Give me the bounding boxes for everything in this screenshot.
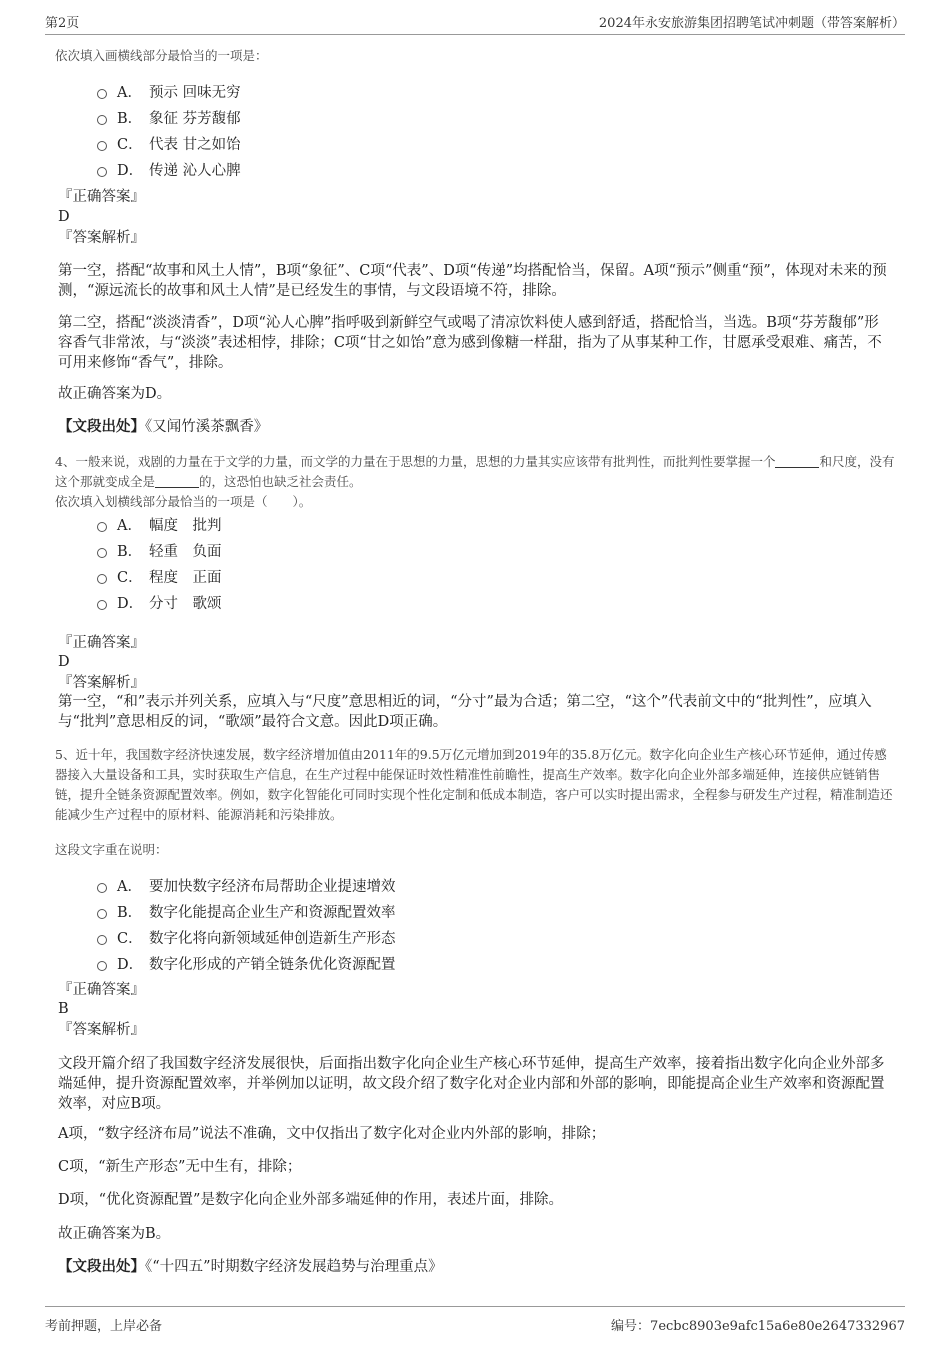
q5-analysis-p4: D项，“优化资源配置”是数字化向企业外部多端延伸的作用，表述片面，排除。 (58, 1192, 563, 1208)
q5-analysis-p2: A项，“数字经济布局”说法不准确，文中仅指出了数字化对企业内外部的影响，排除； (58, 1126, 606, 1142)
q4-option-a[interactable]: A． 幅度 批判 (97, 514, 222, 535)
q3-analysis-p1: 第一空，搭配“故事和风土人情”，B项“象征”、C项“代表”、D项“传递”均搭配恰当，保留。A项“预示”侧重“预”，体现对未来的预测，“源远流长的故事和风土人情”是已经发生的事情，与文段语境不符，排除。 (58, 263, 887, 299)
radio-icon[interactable] (97, 600, 107, 610)
q4-option-d[interactable]: D． 分寸 歌颂 (97, 592, 222, 613)
radio-icon[interactable] (97, 167, 107, 177)
q5-prompt: 这段文字重在说明： (55, 842, 168, 857)
q5-option-b[interactable]: B． 数字化能提高企业生产和资源配置效率 (97, 901, 396, 922)
radio-icon[interactable] (97, 961, 107, 971)
q5-option-c[interactable]: C． 数字化将向新领域延伸创造新生产形态 (97, 927, 396, 948)
q5-analysis-label: 『答案解析』 (58, 1022, 145, 1038)
q4-option-b[interactable]: B． 轻重 负面 (97, 540, 222, 561)
q5-analysis-p1: 文段开篇介绍了我国数字经济发展很快，后面指出数字化向企业生产核心环节延伸，提高生产效率，接着指出数字化向企业外部多端延伸，提升资源配置效率，并举例加以证明，故文段介绍了数字化对企业内部和外部的影响，即能提高企业生产效率和资源配置效率，对应B项。 (58, 1056, 885, 1112)
page-footer (45, 1306, 905, 1337)
q5-option-d[interactable]: D． 数字化形成的产销全链条优化资源配置 (97, 953, 396, 974)
q5-answer-label: 『正确答案』 (58, 982, 145, 998)
q3-answer: D (58, 209, 70, 225)
q4-analysis: 第一空，“和”表示并列关系，应填入与“尺度”意思相近的词，“分寸”最为合适；第二空，“这个”代表前文中的“批判性”，应填入与“批判”意思相反的词，“歌颂”最符合文意。因此D项正确。 (58, 694, 872, 730)
q5-option-a[interactable]: A． 要加快数字经济布局帮助企业提速增效 (97, 875, 396, 896)
q4-stem: 4、一般来说，戏剧的力量在于文学的力量，而文学的力量在于思想的力量，思想的力量其实应该带有批判性，而批判性要掌握一个 和尺度，没有这个那就变成全是 的，这恐怕也缺乏社会责任。 (55, 454, 895, 489)
blank-line (775, 454, 819, 468)
radio-icon[interactable] (97, 115, 107, 125)
q3-prompt: 依次填入画横线部分最恰当的一项是： (55, 48, 268, 63)
q3-option-b[interactable]: B． 象征 芬芳馥郁 (97, 107, 241, 128)
footer-serial: 编号：7ecbc8903e9afc15a6e80e2647332967 (611, 1319, 905, 1334)
q3-analysis-p2: 第二空，搭配“淡淡清香”，D项“沁人心脾”指呼吸到新鲜空气或喝了清凉饮料使人感到舒适，搭配恰当，当选。B项“芬芳馥郁”形容香气非常浓，与“淡淡”表述相悖，排除；C项“甘之如饴”意为感到像糖一样甜，指为了从事某种工作，甘愿承受艰难、痛苦，不可用来修饰“香气”，排除。 (58, 315, 882, 371)
q3-answer-label: 『正确答案』 (58, 189, 145, 205)
radio-icon[interactable] (97, 522, 107, 532)
q3-analysis-label: 『答案解析』 (58, 230, 145, 246)
q5-answer: B (58, 1001, 69, 1017)
q3-option-a[interactable]: A． 预示 回味无穷 (97, 81, 241, 102)
radio-icon[interactable] (97, 548, 107, 558)
radio-icon[interactable] (97, 141, 107, 151)
q4-answer-label: 『正确答案』 (58, 635, 145, 651)
q3-analysis-p3: 故正确答案为D。 (58, 386, 172, 402)
q3-option-c[interactable]: C． 代表 甘之如饴 (97, 133, 241, 154)
q4-prompt: 依次填入划横线部分最恰当的一项是（ ）。 (55, 494, 312, 509)
q5-analysis-p5: 故正确答案为B。 (58, 1226, 171, 1242)
footer-slogan: 考前押题，上岸必备 (45, 1319, 163, 1334)
q4-option-c[interactable]: C． 程度 正面 (97, 566, 222, 587)
page-header (45, 12, 905, 35)
q3-source: 【文段出处】《又闻竹溪茶飘香》 (58, 418, 269, 435)
radio-icon[interactable] (97, 935, 107, 945)
page-number: 第2页 (45, 16, 80, 31)
q5-stem: 5、近十年，我国数字经济快速发展，数字经济增加值由2011年的9.5万亿元增加到2019年的35.8万亿元。数字化向企业生产核心环节延伸，通过传感器接入大量设备和工具，实时获取生产信息，在生产过程中能保证时效性精准性前瞻性，提高生产效率。数字化向企业外部多端延伸，连接供应链销售链，提升全链条资源配置效率。例如，数字化智能化可同时实现个性化定制和低成本制造，客户可以实时提出需求，全程参与研发生产过程，精准制造还能减少生产过程中的原材料、能源消耗和污染排放。 (55, 747, 893, 822)
next-question-cutoff (55, 1292, 895, 1302)
radio-icon[interactable] (97, 89, 107, 99)
q4-answer: D (58, 654, 70, 670)
radio-icon[interactable] (97, 909, 107, 919)
q5-source: 【文段出处】《“十四五”时期数字经济发展趋势与治理重点》 (58, 1258, 443, 1275)
q4-analysis-label: 『答案解析』 (58, 675, 145, 691)
q3-option-d[interactable]: D． 传递 沁人心脾 (97, 159, 241, 180)
radio-icon[interactable] (97, 883, 107, 893)
q5-analysis-p3: C项，“新生产形态”无中生有，排除； (58, 1159, 302, 1175)
document-title: 2024年永安旅游集团招聘笔试冲刺题（带答案解析） (598, 16, 905, 31)
blank-line (155, 474, 199, 488)
radio-icon[interactable] (97, 574, 107, 584)
